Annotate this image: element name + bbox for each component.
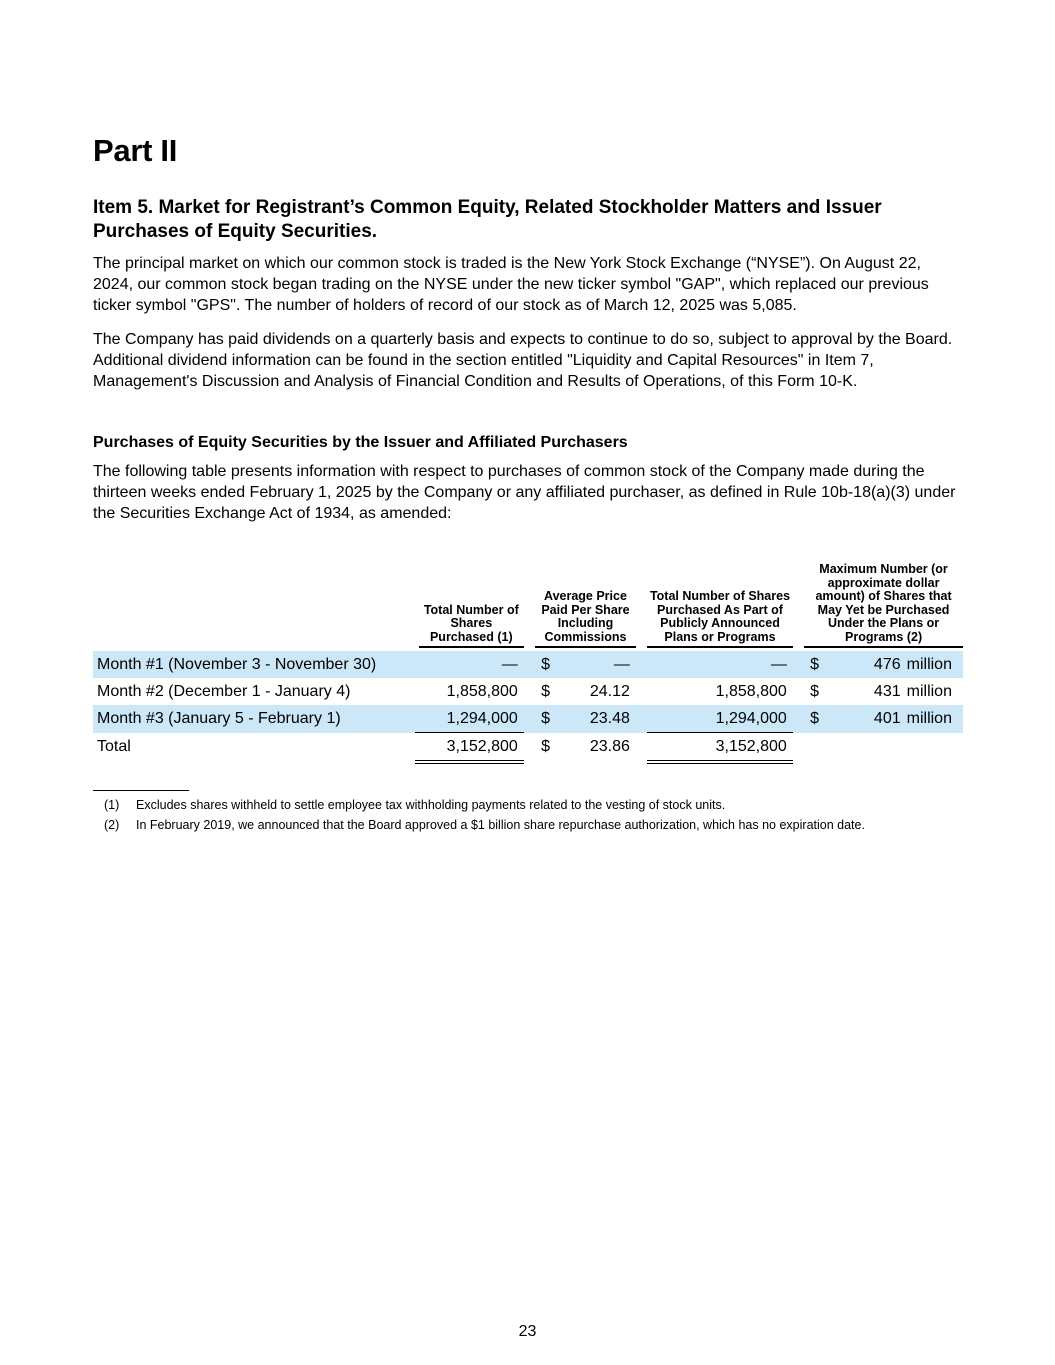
item-title: Item 5. Market for Registrant’s Common Equity, Related Stockholder Matters and Issuer Purchases of Equity Securities. (93, 197, 882, 242)
avg-price-total: 23.86 (589, 738, 630, 756)
header-period (93, 563, 411, 651)
remaining-value-cell: 476 (822, 651, 907, 678)
remaining-unit-cell: million (907, 651, 963, 678)
footnote-number: (2) (104, 818, 120, 832)
repurchase-table (93, 563, 963, 764)
table-row (93, 678, 963, 705)
remaining-value-cell: 401 (822, 705, 907, 733)
market-paragraph: The principal market on which our common stock is traded is the New York Stock Exchange (“NYSE”). On August 22, 2024, our common stock began trading on the NYSE under the new ticker symbol "GAP", which replaced our previous ticker symbol "GPS". The number of holders of record of our stock as of March 12, 2025 was 5,085. (93, 255, 929, 314)
currency-symbol: $ (541, 682, 550, 700)
footnotes (93, 795, 963, 835)
footnote-text: In February 2019, we announced that the Board approved a $1 billion share repurchase authorization, which has no expiration date. (136, 818, 865, 832)
remaining-unit-cell: million (906, 682, 952, 700)
header-avg-price: Average Price Paid Per Share Including Commissions (535, 563, 636, 651)
table-row (93, 651, 963, 678)
dividend-paragraph: The Company has paid dividends on a quarterly basis and expects to continue to do so, subject to approval by the Board. Additional dividend information can be found in the section entitled "Liquidity and Capital Resources" in Item 7, Management's Discussion and Analysis of Financial Condition and Results of Operations, of this Form 10-K. (93, 331, 953, 390)
avg-price-cell: 23.48 (553, 705, 636, 733)
footnote-divider (93, 790, 189, 791)
table-header-row (93, 563, 963, 651)
total-label: Total (97, 738, 131, 756)
part-title: Part II (93, 133, 178, 168)
currency-symbol: $ (535, 705, 553, 733)
total-shares-cell: 1,858,800 (446, 682, 518, 700)
plan-shares-cell: 1,294,000 (647, 705, 793, 733)
avg-price-cell: — (553, 651, 636, 678)
footnote-text: Excludes shares withheld to settle employee tax withholding payments related to the vesting of stock units. (136, 798, 726, 812)
total-shares-cell: 1,294,000 (411, 705, 524, 733)
plan-shares-cell: 1,858,800 (715, 682, 787, 700)
section-paragraph: The following table presents information with respect to purchases of common stock of the Company made during the thirteen weeks ended February 1, 2025 by the Company or any affiliated purchaser, as defined in Rule 10b-18(a)(3) under the Securities Exchange Act of 1934, as amended: (93, 463, 956, 522)
currency-symbol: $ (535, 651, 553, 678)
row-label: Month #1 (November 3 - November 30) (93, 651, 411, 678)
header-plan-shares: Total Number of Shares Purchased As Part of Publicly Announced Plans or Programs (647, 563, 793, 651)
remaining-value-cell: 431 (873, 682, 901, 700)
currency-symbol: $ (804, 651, 822, 678)
total-shares-cell: — (411, 651, 524, 678)
row-label: Month #2 (December 1 - January 4) (97, 682, 351, 700)
footnote-item (93, 795, 963, 815)
currency-symbol: $ (810, 682, 820, 700)
header-remaining: Maximum Number (or approximate dollar amount) of Shares that May Yet be Purchased Under the Plans or Programs (2) (804, 563, 963, 651)
plan-shares-total: 3,152,800 (647, 733, 793, 763)
footnote-number: (1) (104, 798, 120, 812)
table-total-row (93, 733, 963, 763)
page-number: 23 (518, 1323, 537, 1340)
avg-price-cell: 24.12 (589, 682, 630, 700)
row-label: Month #3 (January 5 - February 1) (93, 705, 411, 733)
currency-symbol: $ (804, 705, 822, 733)
section-title: Purchases of Equity Securities by the Issuer and Affiliated Purchasers (93, 434, 628, 451)
header-total-shares: Total Number of Shares Purchased (1) (411, 563, 524, 651)
footnote-item (93, 815, 963, 835)
remaining-unit-cell: million (907, 705, 963, 733)
table-row (93, 705, 963, 733)
total-shares-total: 3,152,800 (411, 733, 524, 763)
currency-symbol: $ (541, 738, 550, 756)
plan-shares-cell: — (647, 651, 793, 678)
